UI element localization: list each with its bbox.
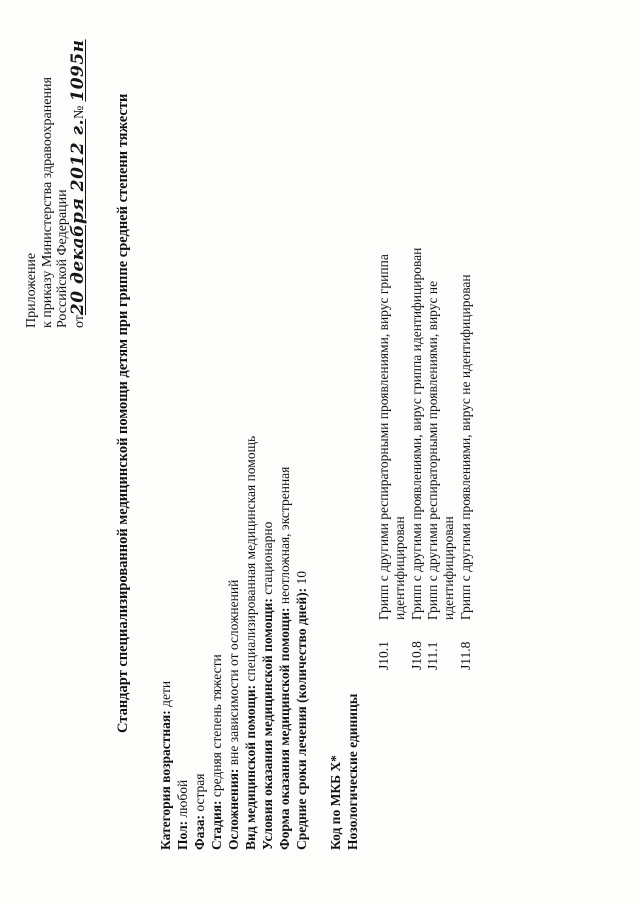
icd-code-j10-1: J10.1 xyxy=(376,641,391,670)
icd-header: Код по МКБ X* xyxy=(328,755,343,850)
icd-desc-j11-1-line2: идентифицирован xyxy=(441,516,456,620)
meta-care-form: Форма оказания медицинской помощи: неотложная, экстренная xyxy=(277,466,292,850)
icd-subheader: Нозологические единицы xyxy=(345,693,360,850)
appendix-header xyxy=(24,8,87,328)
icd-code-j10-8: J10.8 xyxy=(409,641,424,670)
meta-sex: Пол: любой xyxy=(175,779,190,850)
meta-phase: Фаза: острая xyxy=(192,773,207,850)
icd-code-j11-1: J11.1 xyxy=(425,641,440,670)
document-title: Стандарт специализированной медицинской помощи детям при гриппе средней степени тяжести xyxy=(115,93,131,733)
appendix-line-3: Российской Федерации xyxy=(55,189,70,328)
handwritten-date: 20 декабря 2012 г. xyxy=(67,119,88,316)
meta-care-conditions: Условия оказания медицинской помощи: стационарно xyxy=(260,521,275,850)
meta-treatment-duration: Средние сроки лечения (количество дней): 10 xyxy=(294,570,309,850)
icd-desc-j11-1-line1: Грипп с другими респираторными проявлениями, вирус не xyxy=(425,280,440,620)
icd-code-j11-8: J11.8 xyxy=(458,641,473,670)
meta-stage: Стадия: средняя степень тяжести xyxy=(209,654,224,850)
icd-desc-j11-8: Грипп с другими проявлениями, вирус не идентифицирован xyxy=(458,274,473,620)
meta-care-type: Вид медицинской помощи: специализированная медицинская помощь xyxy=(243,435,258,850)
number-prefix: № xyxy=(71,105,87,119)
icd-desc-j10-1-line2: идентифицирован xyxy=(392,516,407,620)
appendix-date-line xyxy=(67,8,88,328)
handwritten-number: 1095н xyxy=(67,39,88,102)
meta-complications: Осложнения: вне зависимости от осложнений xyxy=(226,579,241,850)
icd-desc-j10-8: Грипп с другими проявлениями, вирус гриппа идентифицирован xyxy=(409,247,424,620)
from-prefix: от xyxy=(71,315,87,328)
icd-desc-j10-1-line1: Грипп с другими респираторными проявлениями, вирус гриппа xyxy=(376,254,391,620)
meta-age-category: Категория возрастная: дети xyxy=(158,680,173,850)
appendix-line-2: к приказу Министерства здравоохранения xyxy=(39,77,55,328)
appendix-line-1: Приложение xyxy=(24,252,39,328)
